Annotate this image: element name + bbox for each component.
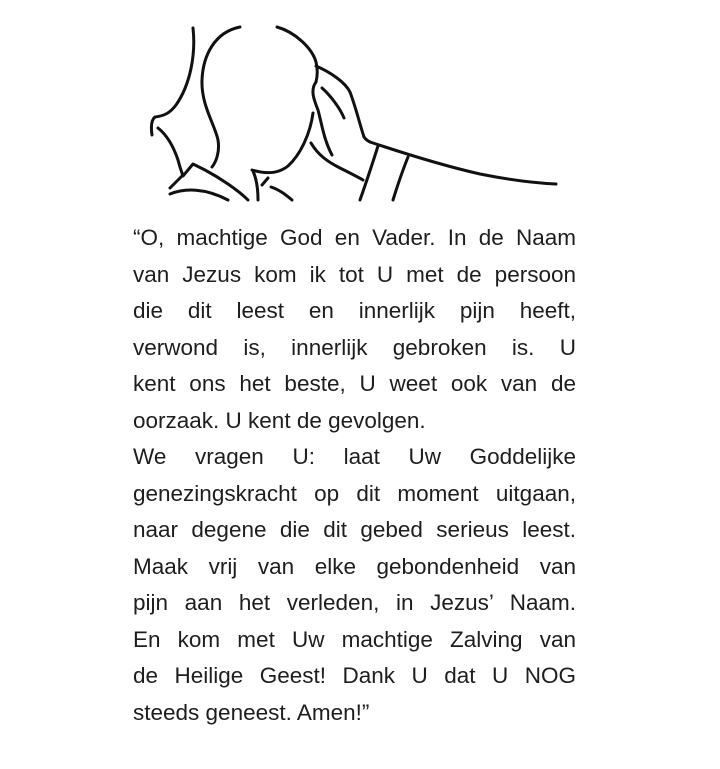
finger-1 [313, 82, 332, 155]
left-figure-outline [151, 28, 193, 135]
neck-line-1 [253, 171, 258, 200]
prayer-line: pijn aan het verleden, in Jezus’ Naam. [133, 590, 576, 615]
prayer-line: verwond is, innerlijk gebroken is. U [133, 334, 576, 360]
prayer-line: die dit leest en innerlijk pijn heeft, [133, 298, 576, 323]
face-outline [252, 113, 313, 173]
prayer-line: “O, machtige God en Vader. In de Naam [133, 225, 576, 250]
neck-line-3 [262, 178, 268, 185]
collar-left [158, 128, 248, 200]
prayer-line: En kom met Uw machtige Zalving van [133, 626, 576, 652]
head-top-right [277, 27, 317, 82]
palm-lower [311, 143, 363, 180]
collar-right [170, 176, 182, 188]
shoulder-curve [170, 190, 228, 200]
prayer-line: steeds geneest. Amen!” [133, 699, 370, 725]
prayer-text [133, 220, 576, 731]
prayer-line: naar degene die dit gebed serieus leest. [133, 517, 576, 542]
arm-line [370, 142, 556, 184]
praying-person-illustration-icon [0, 0, 720, 210]
finger-2 [322, 88, 344, 118]
prayer-line: van Jezus kom ik tot U met de persoon [133, 261, 576, 287]
neck-line-2 [271, 187, 292, 200]
prayer-line: We vragen U: laat Uw Goddelijke [133, 444, 576, 469]
cuff-line-1 [360, 146, 378, 200]
cuff-line-2 [393, 157, 408, 200]
prayer-line: de Heilige Geest! Dank U dat U NOG [133, 663, 576, 688]
head-outline [202, 27, 240, 167]
prayer-line: genezingskracht op dit moment uitgaan, [133, 480, 576, 506]
prayer-line: Maak vrij van elke gebondenheid van [133, 553, 576, 579]
prayer-line: oorzaak. U kent de gevolgen. [133, 407, 426, 433]
prayer-line: kent ons het beste, U weet ook van de [133, 371, 576, 396]
